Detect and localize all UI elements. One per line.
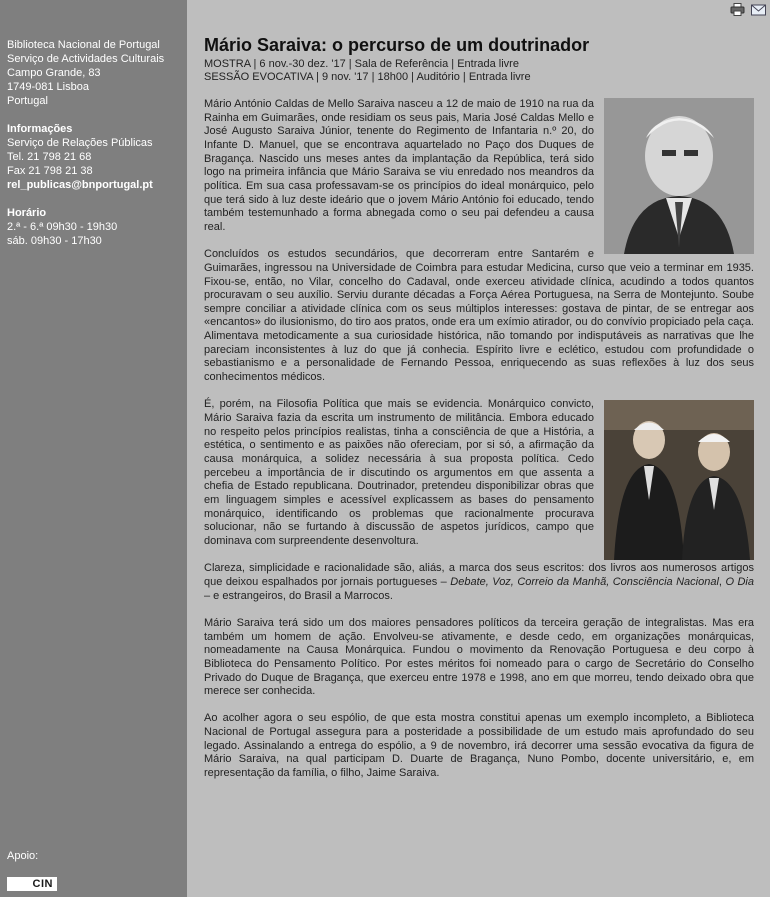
- event-photo: [604, 400, 754, 560]
- weekday-hours: 2.ª - 6.ª 09h30 - 19h30: [7, 221, 118, 233]
- article: [204, 35, 754, 794]
- saturday-hours: sáb. 09h30 - 17h30: [7, 235, 102, 247]
- sponsor-logo[interactable]: [7, 877, 57, 891]
- newspaper-o-dia: O Dia: [725, 575, 754, 588]
- info-block: [7, 122, 187, 192]
- sidebar: [0, 0, 187, 897]
- paragraph-4-start: Clareza, simplicidade e racionalidade são, aliás, a marca dos seus escritos: dos livros aos numerosos artigos que deixou espalhados por jornais portugueses –: [204, 562, 754, 588]
- info-heading: Informações: [7, 123, 73, 135]
- session-details: SESSÃO EVOCATIVA | 9 nov. '17 | 18h00 | Auditório | Entrada livre: [204, 71, 531, 83]
- hours-block: [7, 206, 187, 248]
- street-address: Campo Grande, 83: [7, 67, 101, 79]
- paragraph-1: Mário António Caldas de Mello Saraiva nasceu a 12 de maio de 1910 na rua da Rainha em Guimarães, onde residiam os seus pais, Maria José Caldas Mello e José Augusto Saraiva Júnior, tenente do Regimento de Infantaria n.º 20, do Infante D. Manuel, que se encontrava aquartelado no Paço dos Duques de Bragança. Nascido uns meses antes da implantação da República, terá sido logo na primeira infância que Mário Saraiva se viu enredado nos meandros da política. Em sua casa professavam-se os princípios do ideal monárquico, pelo que terá sido à luz deste ideário que o jovem Mário António foi educado, tendo também testemunhado a forma abnegada como o seu pai defendeu a causa real.: [204, 98, 594, 233]
- page-title: Mário Saraiva: o percurso de um doutrinador: [204, 35, 590, 55]
- newspaper-list: Debate, Voz, Correio da Manhã, Consciência Nacional: [450, 575, 719, 588]
- paragraph-4-comma: ,: [718, 575, 726, 588]
- toolbar: [730, 3, 766, 16]
- support-label: Apoio:: [7, 850, 39, 862]
- article-body: [204, 98, 754, 781]
- institution-name: Biblioteca Nacional de Portugal: [7, 39, 160, 51]
- email-link[interactable]: rel_publicas@bnportugal.pt: [7, 179, 153, 191]
- paragraph-5: Mário Saraiva terá sido um dos maiores pensadores políticos da terceira geração de integralistas. Mas era também um homem de ação. Envolveu-se ativamente, e desde cedo, em organizações monárquicas, nomeadamente na Causa Monárquica. Fundou o movimento da Renovação Portuguesa e deu corpo à Biblioteca do Pensamento Político. Por estes méritos foi nomeado para o cargo de Secretário do Conselho Privado do Duque de Bragança, que exerceu entre 1978 e 1998, ano em que morreu, tendo deixado obra que merece ser conhecida.: [204, 616, 754, 698]
- paragraph-2: Concluídos os estudos secundários, que decorreram entre Santarém e Guimarães, ingressou na Universidade de Coimbra para estudar Medicina, curso que veio a terminar em 1935. Fixou-se, então, no Vilar, concelho do Cadaval, onde exerceu atividade clínica, acudindo a todos quantos procuravam o seu auxílio. Serviu durante décadas a Força Aérea Portuguesa, na Serra de Montejunto. Soube sempre conciliar a atividade clínica com os seus múltiplos interesses: gostava de pintar, de se entregar aos «encantos» do ilusionismo, do tiro aos pratos, onde era um exímio atirador, ou do convívio propiciado pela caça. Alimentava metodicamente a sua curiosidade histórica, não tomando por indisputáveis as narrativas que lhe pareciam inconsistentes à luz do que já conhecia. Espírito livre e eclético, estudou com profundidade o sebastianismo e a personalidade de Fernando Pessoa, enriquecendo as suas reflexões à luz dos seus conhecimentos médicos.: [204, 248, 754, 384]
- exhibition-details: MOSTRA | 6 nov.-30 dez. '17 | Sala de Referência | Entrada livre: [204, 58, 519, 70]
- sponsor-logo-text: CIN: [32, 878, 53, 890]
- phone-number: Tel. 21 798 21 68: [7, 151, 92, 163]
- address-block: [7, 38, 187, 108]
- paragraph-3: É, porém, na Filosofia Política que mais se evidencia. Monárquico convicto, Mário Saraiva fazia da escrita um instrumento de militância. Embora educado no respeito pelos princípios realistas, tinha a consciência de que a História, a estética, o sentimento e as paixões não ofereciam, por si só, a afirmação da causa monárquica, a solidez necessária à sua proposta política. Cedo percebeu a importância de ir discutindo os argumentos em que assenta a chefia de Estado republicana. Doutrinador, pretendeu disponibilizar obras que em linguagem simples e acessível explicassem as bases do pensamento monárquico, identificando os problemas que racionalmente procurava solucionar, não se furtando à discussão de aspetos jurídicos, campo que dominava com surpreendente desenvoltura.: [204, 398, 594, 547]
- hours-heading: Horário: [7, 207, 47, 219]
- envelope-icon[interactable]: [751, 3, 766, 16]
- department-name: Serviço de Actividades Culturais: [7, 53, 165, 65]
- postal-code: 1749-081 Lisboa: [7, 81, 89, 93]
- fax-number: Fax 21 798 21 38: [7, 165, 93, 177]
- info-service: Serviço de Relações Públicas: [7, 137, 153, 149]
- paragraph-4-end: – e estrangeiros, do Brasil a Marrocos.: [204, 589, 393, 602]
- country: Portugal: [7, 95, 48, 107]
- printer-icon[interactable]: [730, 3, 745, 16]
- portrait-photo: [604, 98, 754, 254]
- paragraph-6: Ao acolher agora o seu espólio, de que esta mostra constitui apenas um exemplo incompleto, a Biblioteca Nacional de Portugal assegura para a posteridade a possibilidade de um estudo mais aprofundado do seu legado. Assinalando a entrega do espólio, a 9 de novembro, irá decorrer uma sessão evocativa da figura de Mário Saraiva, na qual participam D. Duarte de Bragança, Nuno Pombo, docente universitário, e, em representação da família, o filho, Jaime Saraiva.: [204, 712, 754, 780]
- paragraph-4: [204, 562, 754, 603]
